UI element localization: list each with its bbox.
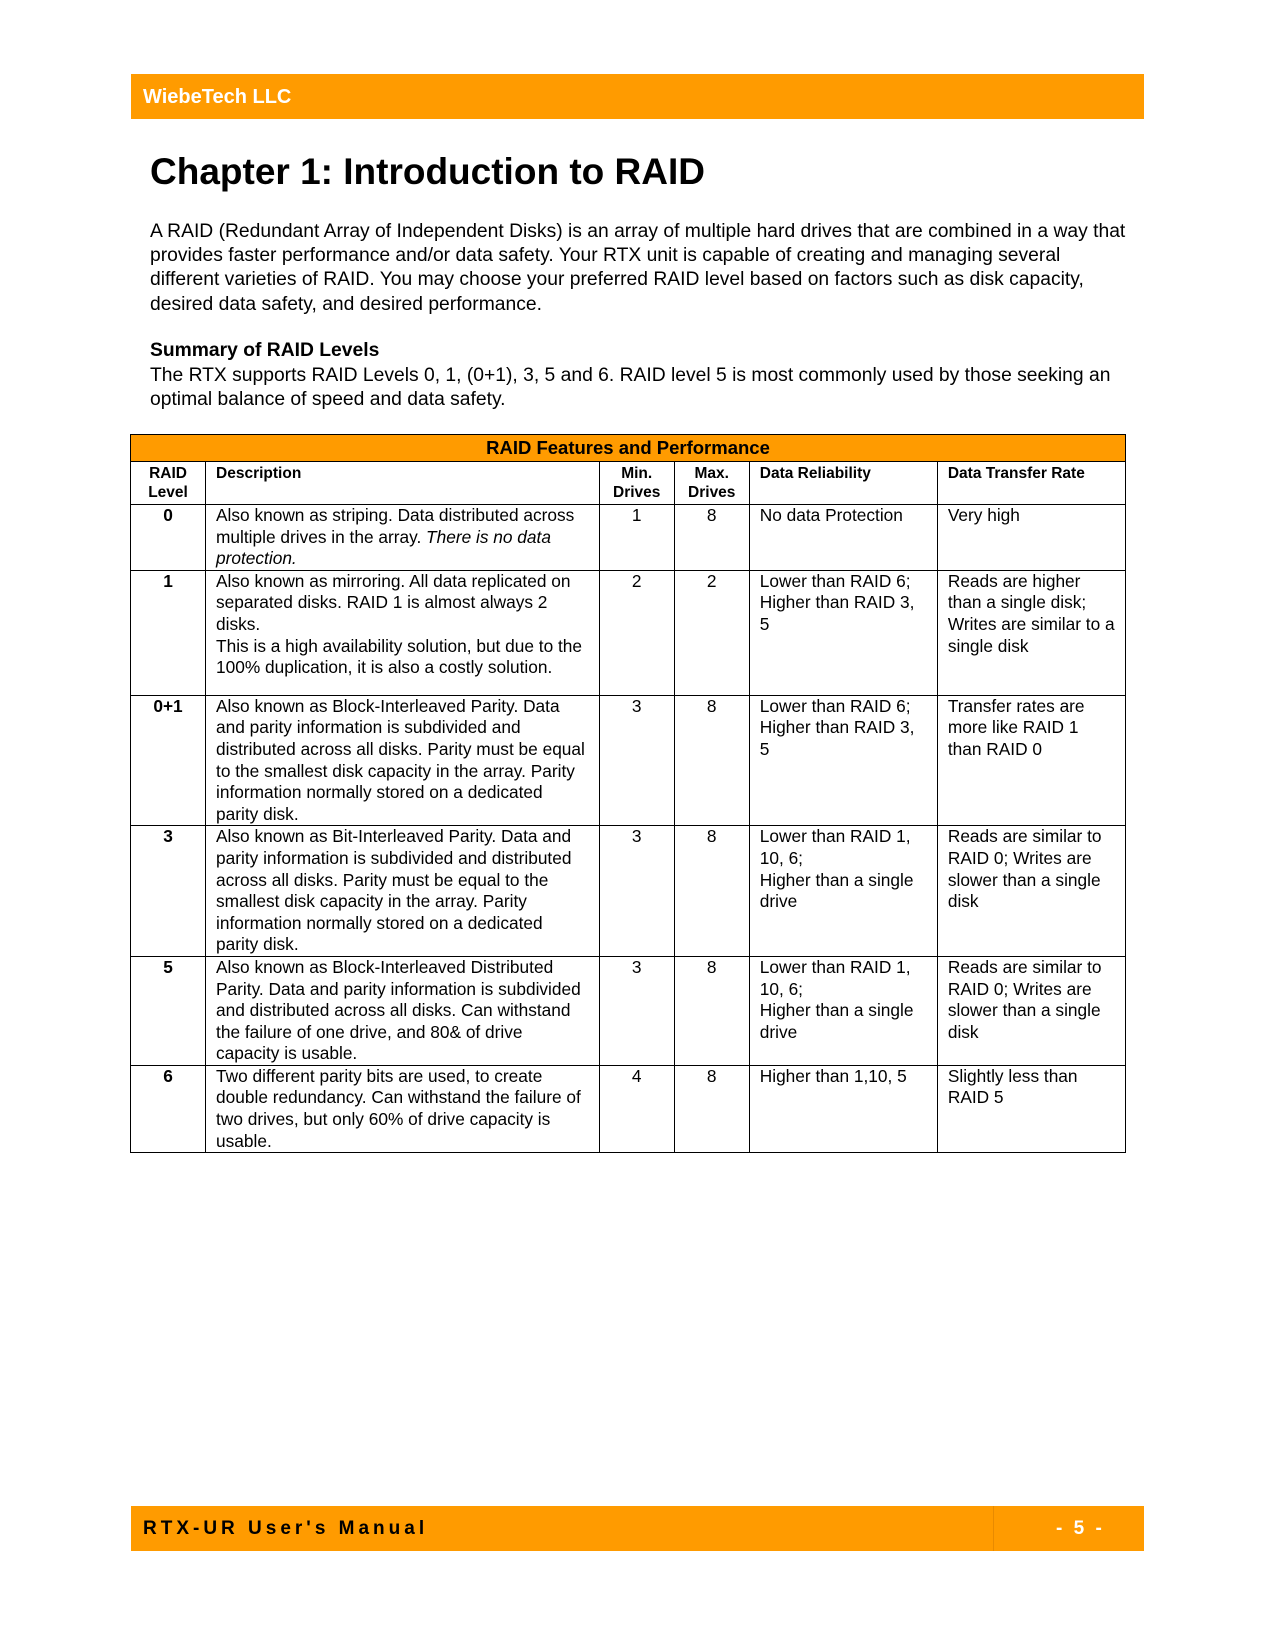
description-text: Also known as Block-Interleaved Distributed Parity. Data and parity information is subdivided and distributed across all disks. Can withstand the failure of one drive, and 80& of drive capacity is usable. — [216, 956, 581, 1064]
cell-description — [206, 1065, 600, 1152]
header-bar — [131, 74, 1144, 119]
cell-raid-level: 0+1 — [131, 695, 206, 826]
cell-data-transfer-rate: Reads are similar to RAID 0; Writes are slower than a single disk — [937, 826, 1125, 957]
cell-description — [206, 956, 600, 1065]
summary-heading: Summary of RAID Levels — [150, 340, 380, 361]
cell-data-reliability: Lower than RAID 1, 10, 6; Higher than a single drive — [749, 956, 937, 1065]
cell-data-reliability: Lower than RAID 1, 10, 6; Higher than a single drive — [749, 826, 937, 957]
cell-description — [206, 826, 600, 957]
cell-data-transfer-rate: Very high — [937, 505, 1125, 571]
header-max-drives — [674, 462, 749, 505]
table-title: RAID Features and Performance — [131, 435, 1126, 462]
description-italic-text: There is no data protection. — [216, 526, 551, 569]
cell-max-drives: 8 — [674, 956, 749, 1065]
cell-data-reliability: No data Protection — [749, 505, 937, 571]
cell-min-drives: 1 — [599, 505, 674, 571]
table-title-row — [131, 435, 1126, 462]
description-text: Also known as mirroring. All data replicated on separated disks. RAID 1 is almost always 2 disks. This is a high availability solution, but due to the 100% duplication, it is also a costly solution. — [216, 570, 583, 678]
header-min-line-2: Drives — [613, 484, 661, 501]
cell-max-drives: 8 — [674, 826, 749, 957]
manual-title: RTX-UR User's Manual — [143, 1518, 429, 1539]
cell-min-drives: 3 — [599, 956, 674, 1065]
page-number: - 5 - — [1056, 1518, 1105, 1539]
chapter-title: Chapter 1: Introduction to RAID — [150, 151, 705, 192]
cell-data-transfer-rate: Reads are similar to RAID 0; Writes are slower than a single disk — [937, 956, 1125, 1065]
table-row — [131, 956, 1126, 1065]
header-description: Description — [206, 462, 600, 505]
cell-min-drives: 3 — [599, 695, 674, 826]
cell-data-reliability: Lower than RAID 6; Higher than RAID 3, 5 — [749, 570, 937, 695]
cell-max-drives: 8 — [674, 1065, 749, 1152]
cell-min-drives: 4 — [599, 1065, 674, 1152]
header-level-line-1: RAID — [149, 465, 187, 482]
header-data-reliability: Data Reliability — [749, 462, 937, 505]
cell-description — [206, 695, 600, 826]
cell-data-transfer-rate: Transfer rates are more like RAID 1 than RAID 0 — [937, 695, 1125, 826]
description-text: Also known as Bit-Interleaved Parity. Data and parity information is subdivided and distributed across all disks. Parity must be equal to the smallest disk capacity in the array. Parity information normally stored on a dedicated parity disk. — [216, 826, 572, 955]
description-text: Also known as striping. Data distributed across multiple drives in the array. — [216, 505, 575, 547]
summary-text: The RTX supports RAID Levels 0, 1, (0+1), 3, 5 and 6. RAID level 5 is most commonly used by those seeking an optimal balance of speed and data safety. — [150, 365, 1111, 411]
cell-raid-level: 6 — [131, 1065, 206, 1152]
description-text: Two different parity bits are used, to create double redundancy. Can withstand the failure of two drives, but only 60% of drive capacity is usable. — [216, 1065, 581, 1151]
cell-raid-level: 5 — [131, 956, 206, 1065]
table-header-row — [131, 462, 1126, 505]
cell-max-drives: 2 — [674, 570, 749, 695]
table-row — [131, 505, 1126, 571]
table-body — [131, 505, 1126, 1153]
header-max-line-2: Drives — [688, 484, 736, 501]
header-min-line-1: Min. — [621, 465, 653, 482]
footer-divider — [993, 1506, 994, 1551]
cell-raid-level: 3 — [131, 826, 206, 957]
raid-features-table — [130, 434, 1126, 1153]
cell-max-drives: 8 — [674, 505, 749, 571]
cell-min-drives: 2 — [599, 570, 674, 695]
footer-bar — [131, 1506, 1144, 1551]
header-max-line-1: Max. — [694, 465, 729, 482]
table-row — [131, 570, 1126, 695]
cell-data-transfer-rate: Reads are higher than a single disk; Writes are similar to a single disk — [937, 570, 1125, 695]
cell-min-drives: 3 — [599, 826, 674, 957]
cell-data-reliability: Higher than 1,10, 5 — [749, 1065, 937, 1152]
header-min-drives — [599, 462, 674, 505]
header-level-line-2: Level — [148, 484, 188, 501]
cell-description — [206, 570, 600, 695]
table-row — [131, 1065, 1126, 1152]
intro-paragraph: A RAID (Redundant Array of Independent Disks) is an array of multiple hard drives that are combined in a way that provides faster performance and/or data safety. Your RTX unit is capable of creating and managing several different varieties of RAID. You may choose your preferred RAID level based on factors such as disk capacity, desired data safety, and desired performance. — [150, 221, 1126, 315]
description-text: Also known as Block-Interleaved Parity. Data and parity information is subdivided and distributed across all disks. Parity must be equal to the smallest disk capacity in the array. Parity information normally stored on a dedicated parity disk. — [216, 695, 585, 824]
cell-data-transfer-rate: Slightly less than RAID 5 — [937, 1065, 1125, 1152]
header-raid-level — [131, 462, 206, 505]
cell-max-drives: 8 — [674, 695, 749, 826]
table-row — [131, 695, 1126, 826]
cell-description — [206, 505, 600, 571]
cell-data-reliability: Lower than RAID 6; Higher than RAID 3, 5 — [749, 695, 937, 826]
company-name: WiebeTech LLC — [143, 86, 292, 108]
cell-raid-level: 1 — [131, 570, 206, 695]
table-row — [131, 826, 1126, 957]
header-data-transfer-rate: Data Transfer Rate — [937, 462, 1125, 505]
cell-raid-level: 0 — [131, 505, 206, 571]
